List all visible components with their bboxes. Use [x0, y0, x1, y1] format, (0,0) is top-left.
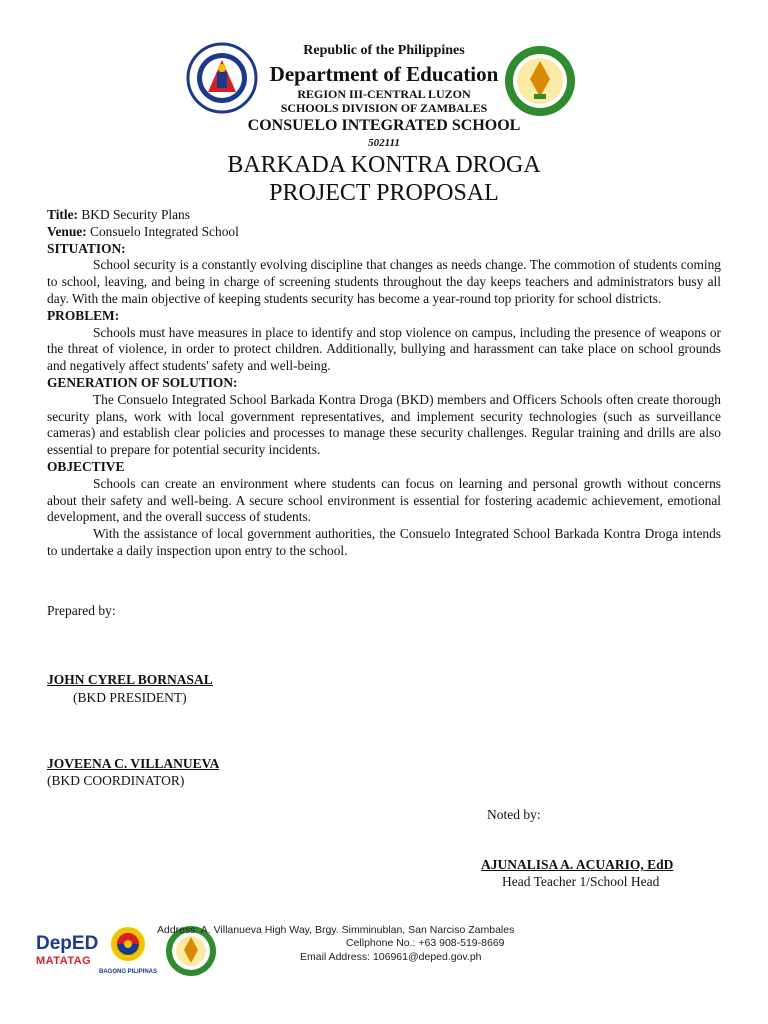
bagong-pilipinas-text: BAGONG PILIPINAS [99, 969, 158, 975]
footer-address: Address: A. Villanueva High Way, Brgy. Simminublan, San Narciso Zambales [157, 924, 515, 936]
objective-paragraph-1: Schools can create an environment where students can focus on learning and personal growth without concerns about their safety and well-being. A secure school environment is essential for fostering academic achievement, emotional development, and the overall success of students. [47, 475, 721, 525]
header-school-name: CONSUELO INTEGRATED SCHOOL [247, 117, 521, 134]
document-title-line2: PROJECT PROPOSAL [269, 180, 499, 206]
matatag-logo-text: MATATAG [36, 955, 92, 967]
header-department: Department of Education [269, 62, 499, 86]
solution-paragraph: The Consuelo Integrated School Barkada Kontra Droga (BKD) members and Officers Schools often create thorough security plans, work with local government representatives, and implement security technologies (such as surveillance cameras) and establish clear policies and processes to manage these security challenges. Regular training and drills are also essential to prepare for potential security incidents. [47, 391, 721, 458]
venue-label: Venue: [47, 223, 87, 239]
bagong-pilipinas-logo [104, 920, 152, 970]
coordinator-name: JOVEENA C. VILLANUEVA [47, 756, 220, 771]
situation-paragraph: School security is a constantly evolving discipline that changes as needs change. The commotion of students coming to school, leaving, and being in charge of screening students throughout the day keeps teachers and administrators busy all day. With the main objective of keeping students security has become a year-round top priority for school districts. [47, 257, 721, 306]
header-school-id: 502111 [368, 137, 400, 149]
coordinator-role: (BKD COORDINATOR) [47, 773, 185, 788]
title-line [47, 207, 721, 224]
prepared-by-label: Prepared by: [47, 603, 116, 618]
venue-line [47, 224, 721, 241]
school-head-name: AJUNALISA A. ACUARIO, EdD [481, 857, 674, 872]
proposal-body [47, 207, 721, 560]
school-head-role: Head Teacher 1/School Head [502, 874, 660, 889]
deped-matatag-logo [36, 933, 99, 974]
title-value: BKD Security Plans [81, 207, 190, 222]
problem-paragraph: Schools must have measures in place to identify and stop violence on campus, including the presence of weapons or the threat of violence, in order to protect children. Additionally, bullying and harassment can take place on school grounds and negatively affect students' safety and well-being. [47, 324, 721, 374]
footer-cellphone: Cellphone No.: +63 908-519-8669 [346, 937, 505, 949]
header-region: REGION III-CENTRAL LUZON [297, 87, 471, 101]
header-republic: Republic of the Philippines [303, 43, 465, 58]
noted-by-label: Noted by: [487, 807, 541, 822]
objective-paragraph-2: With the assistance of local government authorities, the Consuelo Integrated School Barkada Kontra Droga intends to undertake a daily inspection upon entry to the school. [47, 526, 721, 558]
title-label: Title: [47, 207, 78, 222]
problem-heading: PROBLEM: [47, 307, 120, 323]
venue-value: Consuelo Integrated School [90, 223, 239, 239]
document-title-line1: BARKADA KONTRA DROGA [227, 152, 541, 178]
president-name: JOHN CYREL BORNASAL [47, 672, 213, 687]
header-division: SCHOOLS DIVISION OF ZAMBALES [280, 101, 488, 115]
footer-email: Email Address: 106961@deped.gov.ph [300, 951, 482, 963]
president-role: (BKD PRESIDENT) [73, 690, 187, 705]
solution-heading: GENERATION OF SOLUTION: [47, 374, 238, 390]
deped-logo-text: DepED [36, 933, 99, 954]
situation-heading: SITUATION: [47, 240, 126, 256]
objective-heading: OBJECTIVE [47, 458, 125, 474]
